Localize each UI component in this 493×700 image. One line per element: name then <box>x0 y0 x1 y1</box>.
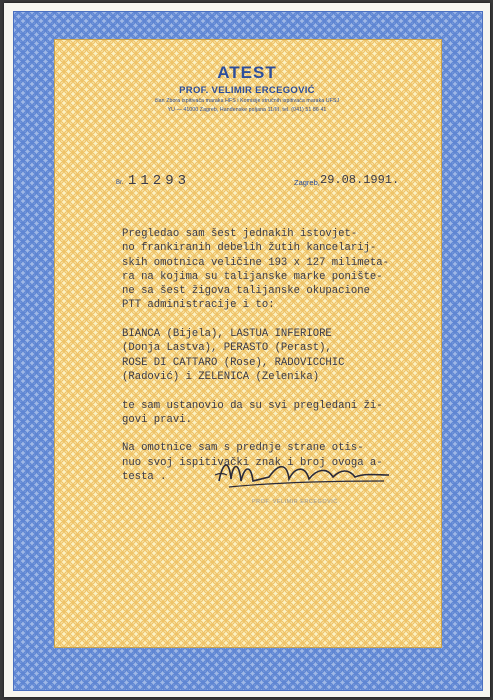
body-line <box>122 313 389 327</box>
stamp-caption: PROF. VELIMIR ERCEGOVIĆ <box>252 499 338 505</box>
body-line: (Donja Lastva), PERASTO (Perast), <box>122 342 332 355</box>
certificate-body <box>122 227 389 484</box>
body-line: te sam ustanovio da su svi pregledani ži- <box>122 399 383 412</box>
body-line: no frankiranih debelih žutih kancelarij- <box>122 242 377 255</box>
body-line <box>122 427 389 441</box>
letterhead <box>4 63 490 114</box>
body-line: skih omotnica veličine 193 x 127 milimeta- <box>122 256 390 269</box>
body-line: testa . <box>122 471 167 484</box>
certificate-date: 29.08.1991. <box>320 173 400 187</box>
document-title: ATEST <box>217 63 277 82</box>
body-line: ne sa šest žigova talijanske okupacione <box>122 285 370 298</box>
issuer-affiliation: član Zbora ispitivača maraka HFS i Komisije stručnih ispitivača maraka UFSJ <box>154 98 340 104</box>
signature-graphic <box>209 451 399 496</box>
body-line: BIANCA (Bijela), LASTUA INFERIORE <box>122 328 332 341</box>
certificate-number: 11293 <box>128 173 191 189</box>
body-line: (Radović) i ZELENICA (Zelenika) <box>122 370 320 383</box>
issuer-address: YU — 41000 Zagreb, Hanđenske poljana 11/III, tel. (041) 51 86 41 <box>167 107 327 113</box>
body-line: PTT administracije i to: <box>122 299 275 312</box>
body-line <box>122 384 389 398</box>
body-line: Pregledao sam šest jednakih istovjet- <box>122 228 358 240</box>
body-line: ra na kojima su talijanske marke ponište- <box>122 270 383 283</box>
place-label: Zagreb, <box>294 178 320 187</box>
body-line: nuo svoj ispitivački znak i broj ovoga a- <box>122 456 383 469</box>
certificate-sheet <box>4 3 490 697</box>
issuer-name: PROF. VELIMIR ERCEGOVIĆ <box>179 85 315 96</box>
body-line: govi pravi. <box>122 413 192 426</box>
body-line: Na omotnice sam s prednje strane otis- <box>122 442 364 455</box>
body-line: ROSE DI CATTARO (Rose), RADOVICCHIC <box>122 356 345 369</box>
number-label: Br. <box>116 180 124 186</box>
